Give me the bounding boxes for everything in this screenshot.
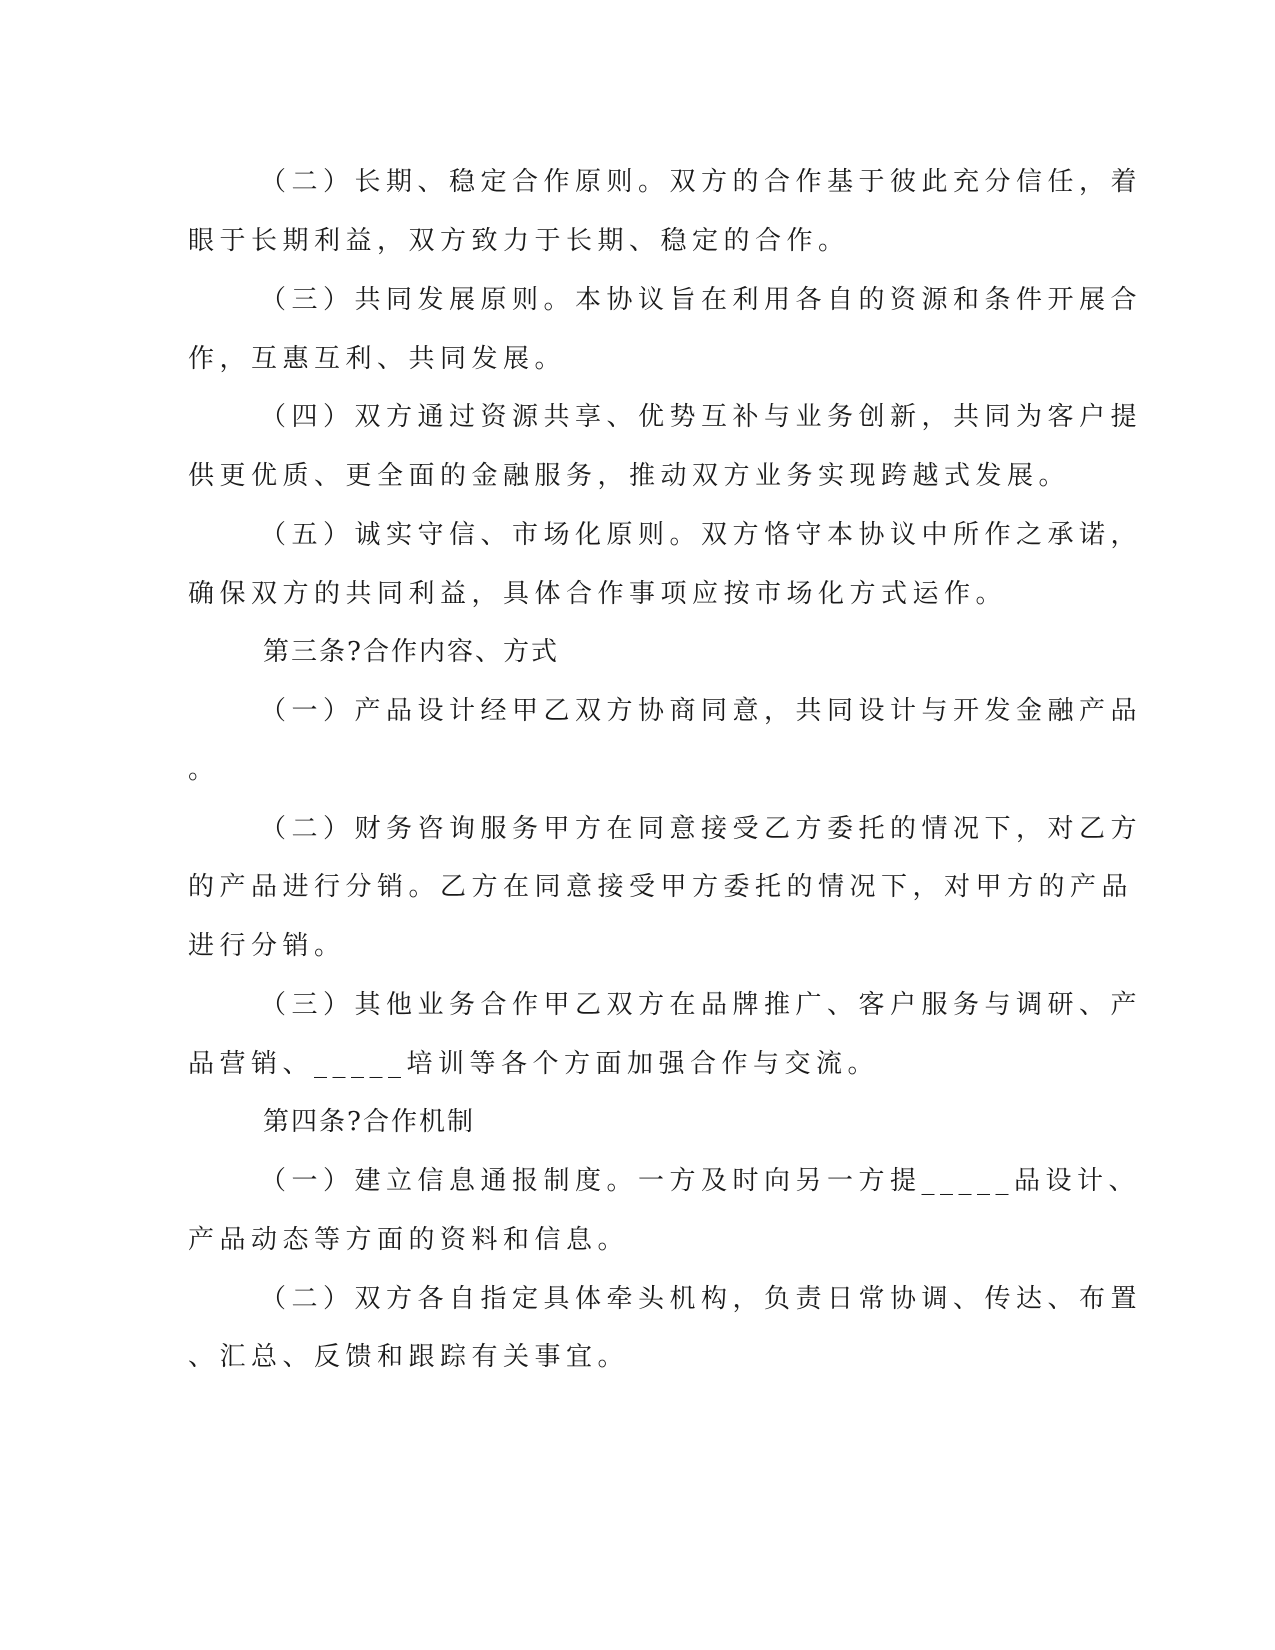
section-heading: 第四条?合作机制 xyxy=(263,1107,475,1137)
paragraph-line: 、汇总、反馈和跟踪有关事宜。 xyxy=(188,1342,630,1372)
paragraph-line: 进行分销。 xyxy=(188,931,346,961)
paragraph-line: （二）长期、稳定合作原则。双方的合作基于彼此充分信任，着 xyxy=(260,167,1143,197)
paragraph-line: （四）双方通过资源共享、优势互补与业务创新，共同为客户提 xyxy=(260,402,1143,432)
paragraph-line: 供更优质、更全面的金融服务，推动双方业务实现跨越式发展。 xyxy=(188,461,1071,491)
section-heading: 第三条?合作内容、方式 xyxy=(263,637,559,667)
paragraph-line: （二）财务咨询服务甲方在同意接受乙方委托的情况下，对乙方 xyxy=(260,814,1143,844)
paragraph-line: 产品动态等方面的资料和信息。 xyxy=(188,1225,630,1255)
paragraph-line: 的产品进行分销。乙方在同意接受甲方委托的情况下，对甲方的产品 xyxy=(188,872,1134,902)
paragraph-line: （一）建立信息通报制度。一方及时向另一方提_____品设计、 xyxy=(260,1166,1141,1196)
paragraph-line: 。 xyxy=(188,755,220,785)
paragraph-line: （五）诚实守信、市场化原则。双方恪守本协议中所作之承诺， xyxy=(260,520,1143,550)
paragraph-line: 眼于长期利益，双方致力于长期、稳定的合作。 xyxy=(188,226,850,256)
paragraph-line: 确保双方的共同利益，具体合作事项应按市场化方式运作。 xyxy=(188,579,1008,609)
paragraph-line: （三）共同发展原则。本协议旨在利用各自的资源和条件开展合 xyxy=(260,285,1143,315)
paragraph-line: （二）双方各自指定具体牵头机构，负责日常协调、传达、布置 xyxy=(260,1284,1143,1314)
paragraph-line: 作，互惠互利、共同发展。 xyxy=(188,344,567,374)
paragraph-line: （三）其他业务合作甲乙双方在品牌推广、客户服务与调研、产 xyxy=(260,990,1143,1020)
paragraph-line: 品营销、_____培训等各个方面加强合作与交流。 xyxy=(188,1049,880,1079)
paragraph-line: （一）产品设计经甲乙双方协商同意，共同设计与开发金融产品 xyxy=(260,696,1143,726)
